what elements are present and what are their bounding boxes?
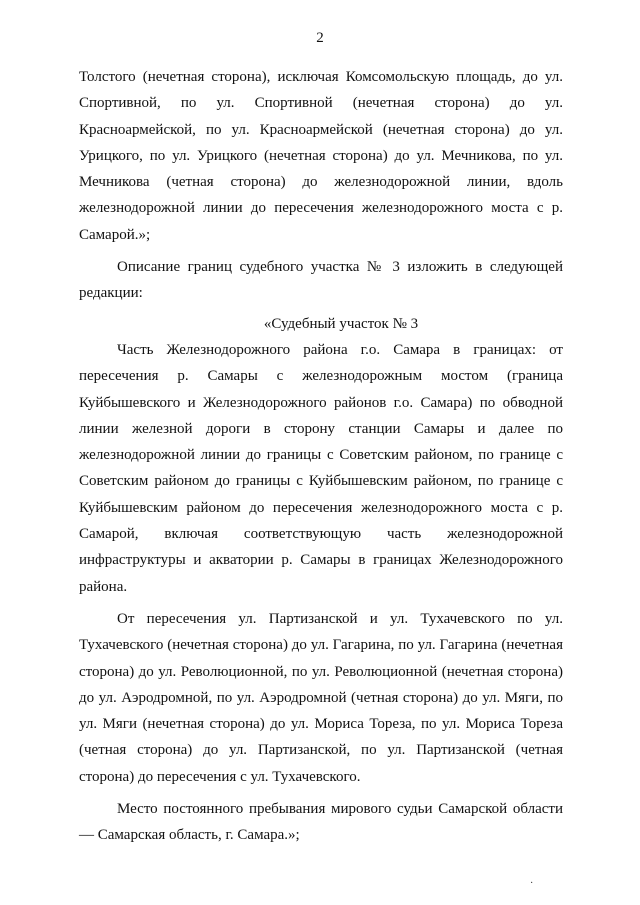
paragraph-street-boundaries: От пересечения ул. Партизанской и ул. Тухачевского по ул. Тухачевского (нечетная сторона) до ул. Гагарина, по ул. Гагарина (нечетная сторона) до ул. Революционной, по ул. Революционной (нечетная сторона) до ул. Аэродромной, по ул. Аэродромной (четная сторона) до ул. Мяги, по ул. Мяги (нечетная сторона) до ул. Мориса Тореза, по ул. Мориса Тореза (четная сторона) до ул. Партизанской, по ул. Партизанской (четная сторона) до пересечения с ул. Тухачевского. — [79, 610, 563, 785]
paragraph-continuation: Толстого (нечетная сторона), исключая Комсомольскую площадь, до ул. Спортивной, по ул. Спортивной (нечетная сторона) до ул. Красноармейской, по ул. Красноармейской (нечетная сторона) до ул. Урицкого, по ул. Урицкого (нечетная сторона) до ул. Мечникова, по ул. Мечникова (четная сторона) до железнодорожной линии, вдоль железнодорожной линии до пересечения железнодорожного моста с р. Самарой.»; — [79, 69, 563, 243]
page-number: 2 — [316, 30, 324, 46]
paragraph-judge-location: Место постоянного пребывания мирового судьи Самарской области — Самарская область, г. Самара.»; — [79, 801, 563, 844]
paragraph-amendment-intro: Описание границ судебного участка № 3 изложить в следующей редакции: — [79, 259, 563, 302]
document-body — [79, 64, 563, 849]
section-heading: «Судебный участок № 3 — [263, 315, 419, 332]
paragraph-railway-district: Часть Железнодорожного района г.о. Самара в границах: от пересечения р. Самары с железнодорожным мостом (граница Куйбышевского и Железнодорожного районов г.о. Самара) по обводной линии железной дороги в сторону станции Самары и далее по железнодорожной линии до границы с Советским районом, по границе с Советским районом до границы с Куйбышевским районом, по границе с Куйбышевским районом до пересечения железнодорожного моста с р. Самарой, включая соответствующую часть железнодорожной инфраструктуры и акватории р. Самары в границах Железнодорожного района. — [79, 341, 563, 595]
scan-mark: · — [530, 878, 534, 889]
